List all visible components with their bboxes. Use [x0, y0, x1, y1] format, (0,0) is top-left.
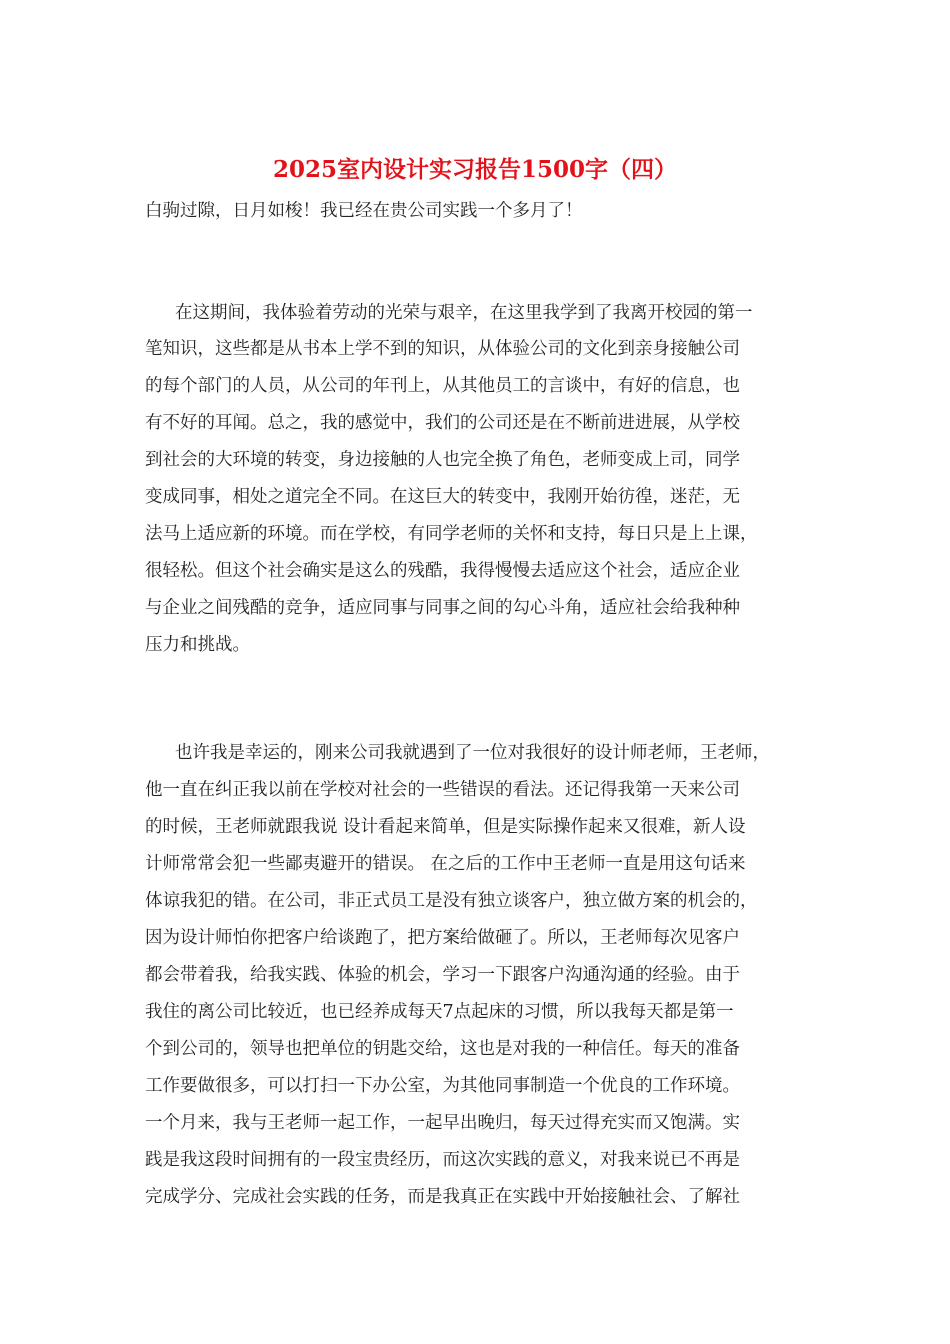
paragraph-3-line-11: 一个月来，我与王老师一起工作，一起早出晚归，每天过得充实而又饱满。实 [145, 1113, 740, 1133]
paragraph-1-line-1: 白驹过隙，日月如梭！我已经在贵公司实践一个多月了！ [145, 201, 583, 221]
paragraph-3-line-13: 完成学分、完成社会实践的任务，而是我真正在实践中开始接触社会、了解社 [145, 1187, 740, 1207]
document-title: 2025室内设计实习报告1500字（四） [272, 156, 678, 183]
paragraph-3-line-10: 工作要做很多，可以打扫一下办公室，为其他同事制造一个优良的工作环境。 [145, 1076, 740, 1096]
paragraph-2-line-2: 笔知识，这些都是从书本上学不到的知识，从体验公司的文化到亲身接触公司 [145, 339, 740, 359]
paragraph-3-line-4: 计师常常会犯一些鄙夷避开的错误。 在之后的工作中王老师一直是用这句话来 [145, 854, 746, 874]
paragraph-3-line-8: 我住的离公司比较近，也已经养成每天7点起床的习惯，所以我每天都是第一 [145, 1002, 734, 1022]
paragraph-2-line-1: 在这期间，我体验着劳动的光荣与艰辛，在这里我学到了我离开校园的第一 [175, 303, 753, 323]
paragraph-2-line-4: 有不好的耳闻。总之，我的感觉中，我们的公司还是在不断前进进展，从学校 [145, 413, 740, 433]
paragraph-3-line-7: 都会带着我，给我实践、体验的机会，学习一下跟客户沟通沟通的经验。由于 [145, 965, 740, 985]
paragraph-3-line-9: 个到公司的，领导也把单位的钥匙交给，这也是对我的一种信任。每天的准备 [145, 1039, 740, 1059]
paragraph-2-line-7: 法马上适应新的环境。而在学校，有同学老师的关怀和支持，每日只是上上课， [145, 524, 758, 544]
paragraph-3-line-3: 的时候，王老师就跟我说 设计看起来简单，但是实际操作起来又很难，新人设 [145, 817, 746, 837]
paragraph-2-line-6: 变成同事，相处之道完全不同。在这巨大的转变中，我刚开始彷徨，迷茫，无 [145, 487, 740, 507]
paragraph-3-line-5: 体谅我犯的错。在公司，非正式员工是没有独立谈客户，独立做方案的机会的， [145, 891, 758, 911]
paragraph-2-line-5: 到社会的大环境的转变，身边接触的人也完全换了角色，老师变成上司，同学 [145, 450, 740, 470]
paragraph-2-line-3: 的每个部门的人员，从公司的年刊上，从其他员工的言谈中，有好的信息，也 [145, 376, 740, 396]
paragraph-2-line-8: 很轻松。但这个社会确实是这么的残酷，我得慢慢去适应这个社会，适应企业 [145, 561, 740, 581]
paragraph-2-line-9: 与企业之间残酷的竞争，适应同事与同事之间的勾心斗角，适应社会给我种种 [145, 598, 740, 618]
paragraph-3-line-1: 也许我是幸运的，刚来公司我就遇到了一位对我很好的设计师老师，王老师， [175, 743, 770, 763]
paragraph-3-line-6: 因为设计师怕你把客户给谈跑了，把方案给做砸了。所以，王老师每次见客户 [145, 928, 740, 948]
paragraph-2-line-10: 压力和挑战。 [145, 635, 250, 655]
paragraph-3-line-12: 践是我这段时间拥有的一段宝贵经历，而这次实践的意义，对我来说已不再是 [145, 1150, 740, 1170]
paragraph-3-line-2: 他一直在纠正我以前在学校对社会的一些错误的看法。还记得我第一天来公司 [145, 780, 740, 800]
